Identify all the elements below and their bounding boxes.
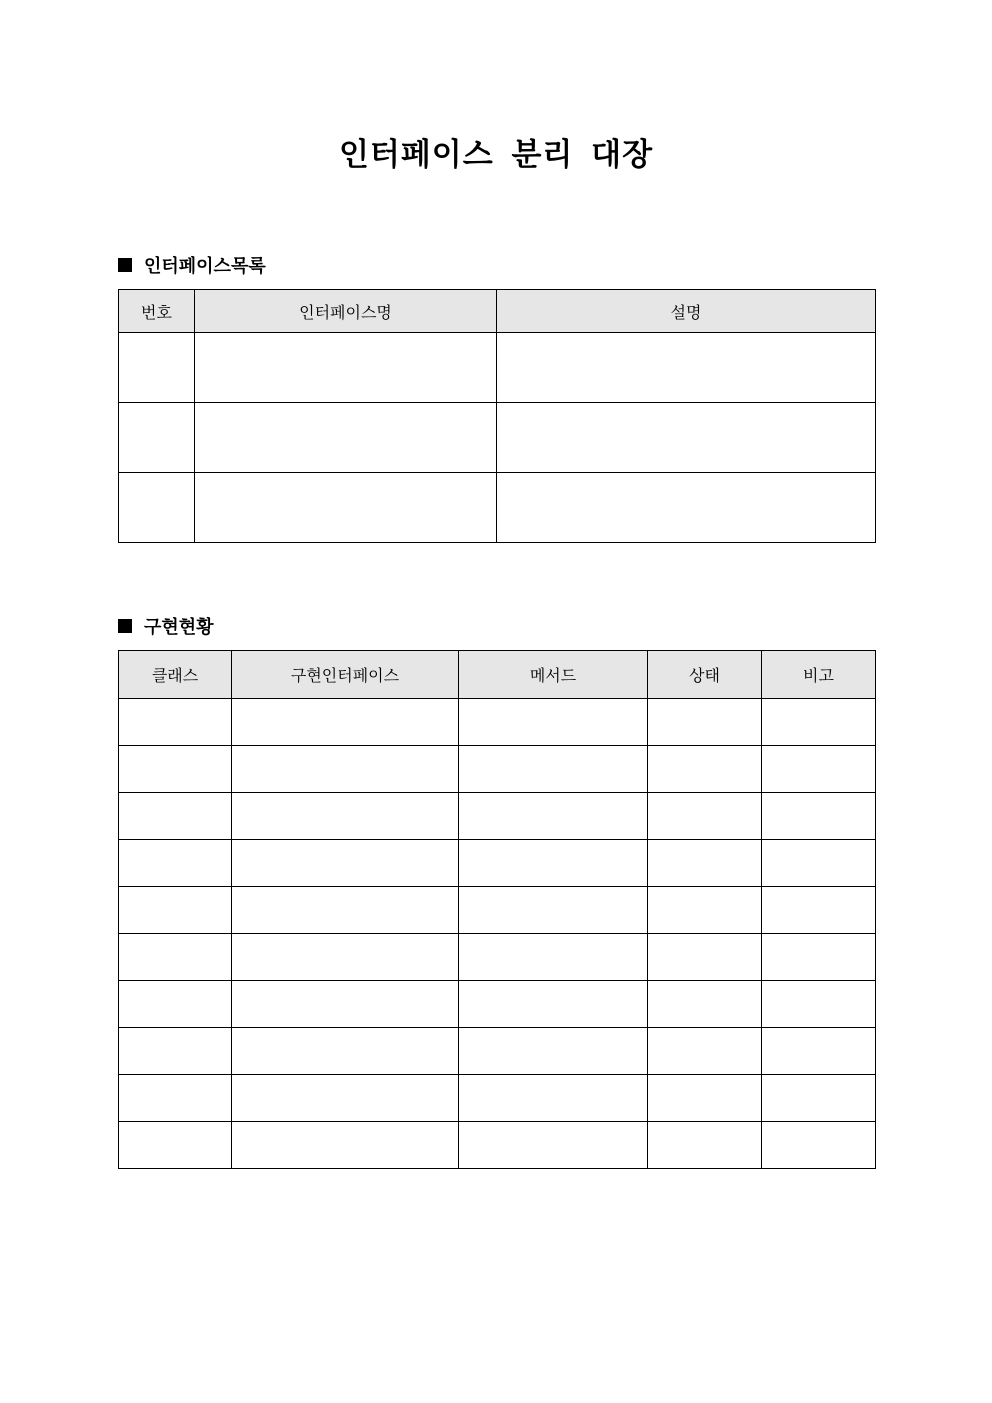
table-cell[interactable]: [762, 793, 876, 840]
table-cell[interactable]: [762, 840, 876, 887]
table-cell[interactable]: [232, 934, 459, 981]
table-cell[interactable]: [232, 1075, 459, 1122]
square-bullet-icon: [118, 619, 132, 633]
table-cell[interactable]: [648, 934, 762, 981]
table-cell[interactable]: [648, 793, 762, 840]
table-cell[interactable]: [762, 981, 876, 1028]
table-row: [119, 746, 876, 793]
table-cell[interactable]: [195, 333, 497, 403]
interface-list-table: [118, 289, 876, 543]
table-cell[interactable]: [459, 1028, 648, 1075]
table-cell[interactable]: [648, 699, 762, 746]
table-cell[interactable]: [119, 981, 232, 1028]
table-row: [119, 403, 876, 473]
table-cell[interactable]: [119, 840, 232, 887]
table-row: [119, 981, 876, 1028]
implementation-status-table: [118, 650, 876, 1169]
table-row: [119, 333, 876, 403]
table-cell[interactable]: [459, 793, 648, 840]
table-cell[interactable]: [762, 746, 876, 793]
column-header-number: 번호: [119, 290, 195, 333]
table-cell[interactable]: [119, 887, 232, 934]
table-cell[interactable]: [648, 981, 762, 1028]
table-cell[interactable]: [459, 981, 648, 1028]
column-header-interface-name: 인터페이스명: [195, 290, 497, 333]
table-cell[interactable]: [648, 1075, 762, 1122]
column-header-remarks: 비고: [762, 651, 876, 699]
table-cell[interactable]: [119, 793, 232, 840]
table-cell[interactable]: [195, 473, 497, 543]
table-cell[interactable]: [459, 1075, 648, 1122]
column-header-description: 설명: [497, 290, 876, 333]
table-cell[interactable]: [497, 403, 876, 473]
table-row: [119, 473, 876, 543]
table-cell[interactable]: [762, 1122, 876, 1169]
section-heading-label: 구현현황: [144, 617, 214, 638]
table-row: [119, 1122, 876, 1169]
table-header-row: [119, 290, 876, 333]
table-cell[interactable]: [459, 1122, 648, 1169]
section-heading-implementation: [118, 613, 214, 639]
table-cell[interactable]: [762, 699, 876, 746]
table-cell[interactable]: [119, 473, 195, 543]
table-cell[interactable]: [497, 333, 876, 403]
column-header-method: 메서드: [459, 651, 648, 699]
table-cell[interactable]: [648, 887, 762, 934]
table-cell[interactable]: [762, 1028, 876, 1075]
table-row: [119, 1028, 876, 1075]
table-row: [119, 793, 876, 840]
square-bullet-icon: [118, 258, 132, 272]
table-cell[interactable]: [119, 934, 232, 981]
document-title: 인터페이스 분리 대장: [338, 137, 654, 173]
table-cell[interactable]: [119, 746, 232, 793]
section-heading-interface-list: [118, 252, 266, 278]
table-row: [119, 1075, 876, 1122]
table-cell[interactable]: [119, 1122, 232, 1169]
section-heading-label: 인터페이스목록: [144, 256, 266, 277]
table-cell[interactable]: [762, 1075, 876, 1122]
table-cell[interactable]: [232, 746, 459, 793]
table-cell[interactable]: [119, 333, 195, 403]
table-cell[interactable]: [119, 403, 195, 473]
table-cell[interactable]: [119, 1075, 232, 1122]
table-cell[interactable]: [232, 699, 459, 746]
table-cell[interactable]: [459, 934, 648, 981]
table-cell[interactable]: [232, 1028, 459, 1075]
table-cell[interactable]: [648, 1122, 762, 1169]
table-cell[interactable]: [119, 1028, 232, 1075]
table-cell[interactable]: [648, 1028, 762, 1075]
table-cell[interactable]: [762, 887, 876, 934]
table-cell[interactable]: [459, 746, 648, 793]
table-cell[interactable]: [459, 840, 648, 887]
table-cell[interactable]: [459, 887, 648, 934]
table-cell[interactable]: [195, 403, 497, 473]
table-cell[interactable]: [232, 1122, 459, 1169]
table-cell[interactable]: [648, 746, 762, 793]
table-cell[interactable]: [232, 981, 459, 1028]
table-cell[interactable]: [232, 793, 459, 840]
table-row: [119, 934, 876, 981]
column-header-class: 클래스: [119, 651, 232, 699]
table-header-row: [119, 651, 876, 699]
table-row: [119, 840, 876, 887]
table-cell[interactable]: [232, 840, 459, 887]
table-cell[interactable]: [459, 699, 648, 746]
table-row: [119, 887, 876, 934]
table-cell[interactable]: [648, 840, 762, 887]
table-cell[interactable]: [119, 699, 232, 746]
column-header-implemented-interface: 구현인터페이스: [232, 651, 459, 699]
table-row: [119, 699, 876, 746]
table-cell[interactable]: [232, 887, 459, 934]
table-cell[interactable]: [762, 934, 876, 981]
table-cell[interactable]: [497, 473, 876, 543]
column-header-status: 상태: [648, 651, 762, 699]
